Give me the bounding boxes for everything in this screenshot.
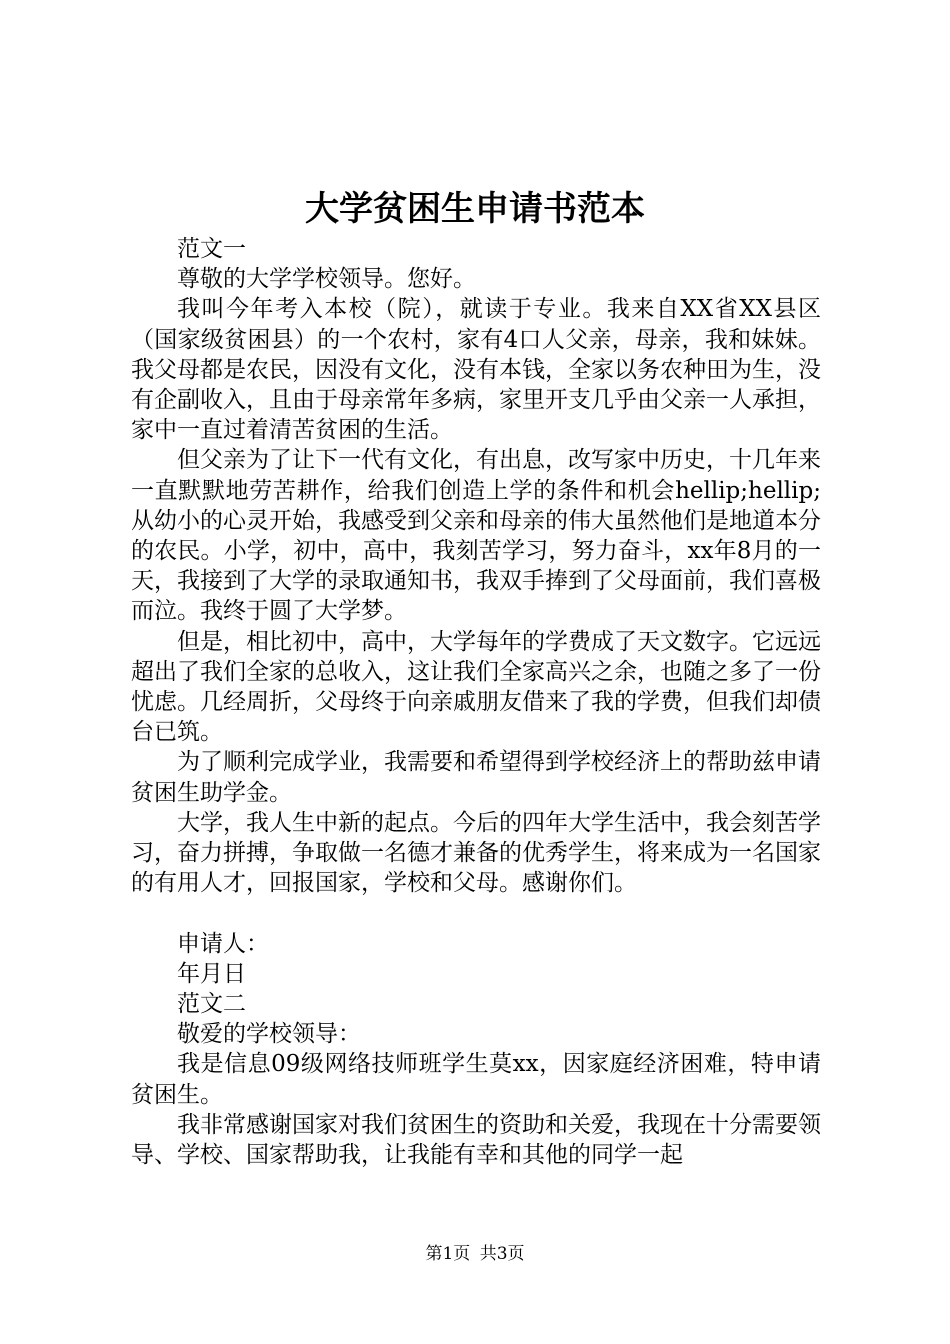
section-heading-1: 范文一 <box>177 236 246 262</box>
document-title: 大学贫困生申请书范本 <box>305 189 645 229</box>
salutation-1: 尊敬的大学学校领导。您好。 <box>177 266 476 293</box>
page-footer <box>0 1243 950 1265</box>
document-body <box>131 234 821 1170</box>
body-paragraph: 大学，我人生中新的起点。今后的四年大学生活中，我会刻苦学习，奋力拼搏，争取做一名德才兼备的优秀学生，将来成为一名国家的有用人才，回报国家，学校和父母。感谢你们。 <box>131 809 821 897</box>
signature-date: 年月日 <box>177 960 246 987</box>
page-total: 共3页 <box>479 1244 525 1264</box>
body-paragraph: 我非常感谢国家对我们贫困生的资助和关爱，我现在十分需要领导、学校、国家帮助我，让我能有幸和其他的同学一起 <box>131 1111 821 1169</box>
body-paragraph: 我是信息09级网络技师班学生莫xx，因家庭经济困难，特申请贫困生。 <box>131 1051 821 1108</box>
body-paragraph: 为了顺利完成学业，我需要和希望得到学校经济上的帮助兹申请贫困生助学金。 <box>131 749 821 806</box>
blank-line <box>131 898 821 928</box>
page-number: 第1页 <box>425 1244 471 1264</box>
section-heading-2: 范文二 <box>177 991 246 1018</box>
body-paragraph: 我叫今年考入本校（院），就读于专业。我来自XX省XX县区（国家级贫困县）的一个农村，家有4口人父亲，母亲，我和妹妹。我父母都是农民，因没有文化，没有本钱，全家以务农种田为生，没有企副收入，且由于母亲常年多病，家里开支几乎由父亲一人承担，家中一直过着清苦贫困的生活。 <box>131 296 821 444</box>
body-paragraph: 但是，相比初中，高中，大学每年的学费成了天文数字。它远远超出了我们全家的总收入，这让我们全家高兴之余，也随之多了一份忧虑。几经周折，父母终于向亲戚朋友借来了我的学费，但我们却债台已筑。 <box>131 628 821 746</box>
signature-applicant: 申请人： <box>177 930 269 957</box>
body-paragraph: 但父亲为了让下一代有文化，有出息，改写家中历史，十几年来一直默默地劳苦耕作，给我们创造上学的条件和机会hellip;hellip;从幼小的心灵开始，我感受到父亲和母亲的伟大虽然他们是地道本分的农民。小学，初中，高中，我刻苦学习，努力奋斗，xx年8月的一天，我接到了大学的录取通知书，我双手捧到了父母面前，我们喜极而泣。我终于圆了大学梦。 <box>131 447 821 625</box>
salutation-2: 敬爱的学校领导： <box>177 1021 361 1048</box>
